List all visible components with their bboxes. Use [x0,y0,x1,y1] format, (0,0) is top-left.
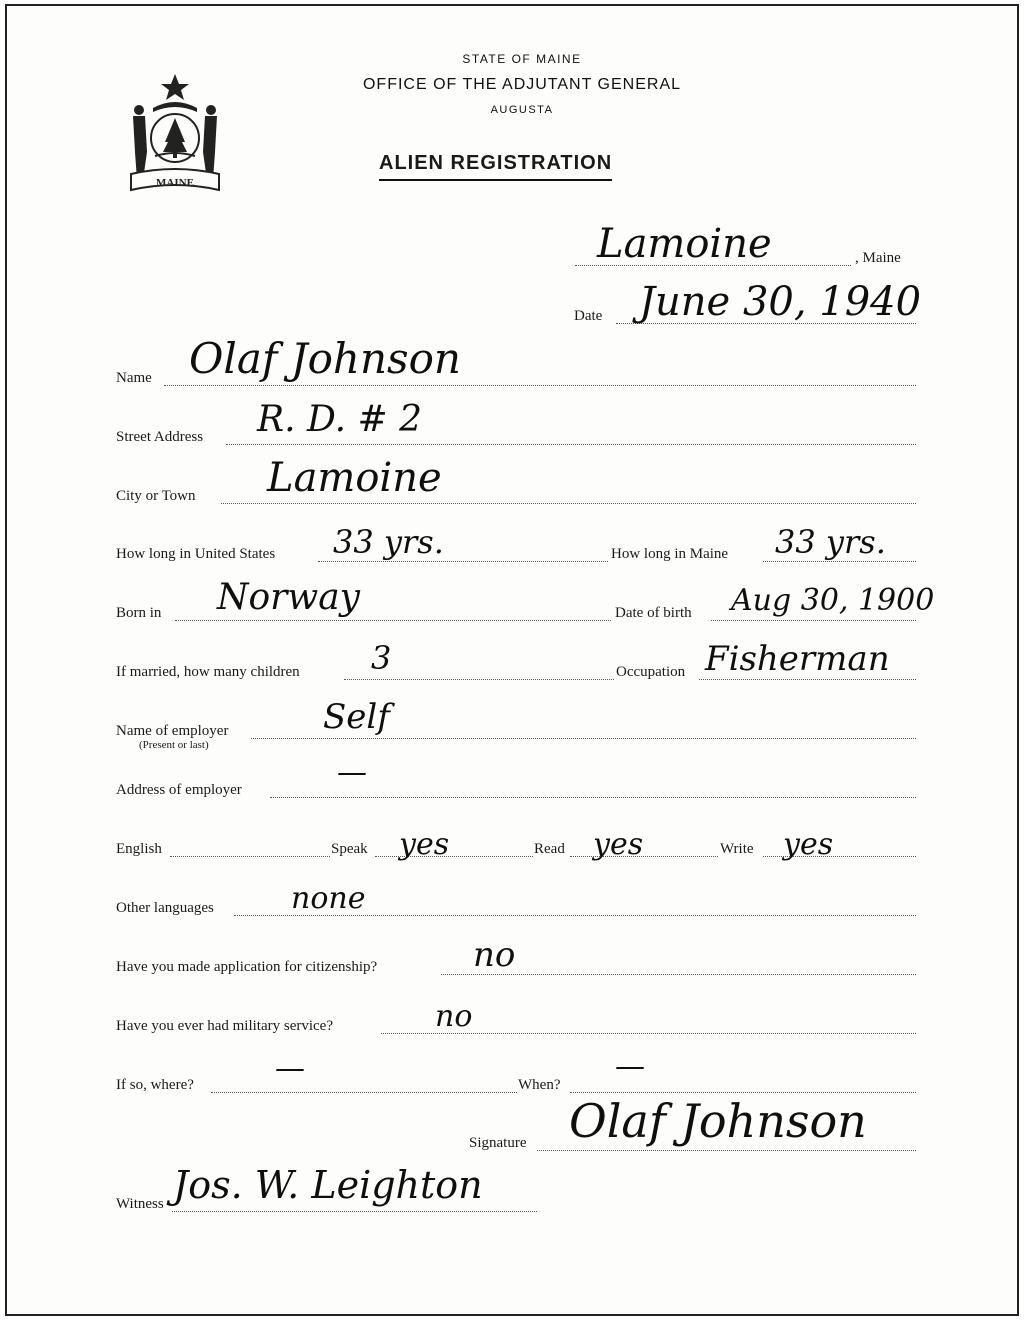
signature-label: Signature [469,1135,527,1151]
city-heading: AUGUSTA [490,104,554,116]
how-long-us-line [318,561,608,562]
how-long-maine-label: How long in Maine [611,546,729,562]
occupation-line [699,679,916,680]
when-label: When? [518,1077,561,1093]
witness-entry: Jos. W. Leighton [173,1163,483,1207]
when-entry: — [615,1049,645,1084]
employer-address-entry: — [337,755,367,790]
military-entry: no [435,999,473,1034]
military-label: Have you ever had military service? [116,1018,333,1034]
employer-name-entry: Self [323,697,390,737]
how-long-us-label: How long in United States [116,546,276,562]
date-of-birth-line [711,620,916,621]
english-label: English [116,841,162,857]
other-languages-label: Other languages [116,900,214,916]
maine-label: , Maine [855,250,901,266]
how-long-maine-entry: 33 yrs. [775,523,886,561]
employer-name-note: (Present or last) [139,739,209,751]
street-address-line [226,444,916,445]
state-heading: STATE OF MAINE [462,52,582,66]
employer-address-label: Address of employer [116,782,242,798]
name-label: Name [116,370,152,386]
citizenship-label: Have you made application for citizenship? [116,959,378,975]
other-languages-entry: none [291,881,366,916]
employer-name-label: Name of employer [116,723,229,739]
date-label: Date [574,308,603,324]
born-in-line [175,620,611,621]
citizenship-entry: no [473,935,516,975]
date-of-birth-entry: Aug 30, 1900 [731,583,935,618]
read-entry: yes [593,827,644,862]
speak-entry: yes [399,827,450,862]
street-address-label: Street Address [116,429,204,445]
name-entry: Olaf Johnson [189,334,461,383]
seal-banner-text: MAINE [156,177,194,189]
town-entry: Lamoine [597,221,772,267]
city-or-town-label: City or Town [116,488,196,504]
if-so-where-entry: — [275,1051,305,1086]
children-entry: 3 [371,639,392,677]
office-heading: OFFICE OF THE ADJUTANT GENERAL [362,76,682,93]
born-in-label: Born in [116,605,162,621]
born-in-entry: Norway [217,577,360,618]
read-label: Read [534,841,565,857]
signature-line [537,1150,916,1151]
english-line [170,856,330,857]
date-of-birth-label: Date of birth [615,605,692,621]
employer-address-line [270,797,916,798]
witness-line [172,1211,537,1212]
how-long-maine-line [763,561,916,562]
street-address-entry: R. D. # 2 [257,399,422,440]
city-or-town-line [221,503,916,504]
date-entry: June 30, 1940 [639,279,922,325]
occupation-label: Occupation [616,664,686,680]
write-label: Write [720,841,754,857]
witness-label: Witness [116,1196,164,1212]
signature-entry: Olaf Johnson [569,1094,867,1148]
speak-label: Speak [331,841,368,857]
how-long-us-entry: 33 yrs. [333,523,444,561]
form-title: ALIEN REGISTRATION [379,152,612,181]
children-label: If married, how many children [116,664,300,680]
alien-registration-form [5,4,1019,1316]
children-line [344,679,614,680]
if-so-where-label: If so, where? [116,1077,194,1093]
name-line [164,385,916,386]
occupation-entry: Fisherman [705,639,890,679]
if-so-where-line [211,1092,517,1093]
write-entry: yes [783,827,834,862]
when-line [570,1092,916,1093]
city-or-town-entry: Lamoine [267,455,442,501]
employer-name-line [251,738,916,739]
maine-state-seal-icon [123,72,227,200]
